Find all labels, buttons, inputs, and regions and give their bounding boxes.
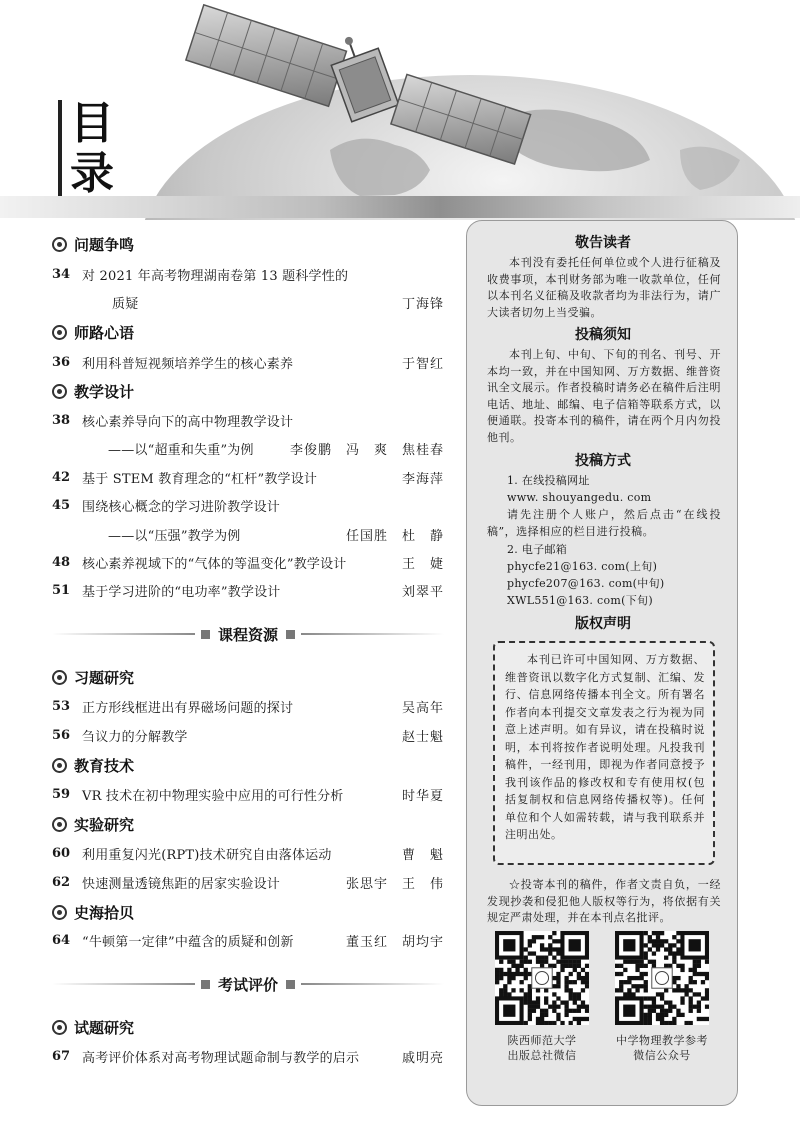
article-author: 吴高年	[401, 700, 444, 716]
target-circle-icon	[52, 758, 67, 773]
toc-entry[interactable]	[52, 723, 444, 747]
section-header	[52, 379, 134, 403]
author-name: 王 伟	[401, 876, 444, 892]
page-number: 36	[52, 354, 71, 370]
divider-line	[301, 633, 444, 635]
article-title: 正方形线框进出有界磁场问题的探讨	[82, 700, 294, 716]
banner-stripe	[0, 196, 800, 218]
submission-method-heading: 投稿方式	[575, 453, 631, 469]
warning-text: ☆投寄本刊的稿件，作者文责自负，一经发现抄袭和侵犯他人版权等行为，将依据有关规定严肃处理，并在本刊点名批评。	[487, 878, 721, 924]
category-divider	[52, 622, 444, 646]
page-number: 38	[52, 412, 71, 428]
divider-square-icon	[201, 980, 210, 989]
divider-label: 考试评价	[218, 975, 279, 994]
toc-entry[interactable]	[52, 550, 444, 574]
section-header	[52, 753, 134, 777]
target-circle-icon	[52, 1020, 67, 1035]
email-link-late[interactable]: XWL551@163. com(下旬)	[507, 594, 653, 607]
toc-entry[interactable]	[52, 408, 444, 432]
section-header	[52, 320, 134, 344]
satellite-globe-illustration	[0, 0, 800, 220]
section-title: 实验研究	[74, 815, 135, 834]
toc-entry[interactable]	[52, 841, 444, 865]
toc-entry[interactable]	[52, 928, 444, 952]
author-name: 董玉红	[345, 934, 388, 950]
toc-entry-continued[interactable]	[52, 290, 444, 314]
header-banner	[0, 0, 800, 220]
divider-square-icon	[286, 980, 295, 989]
section-title: 习题研究	[74, 668, 135, 687]
section-header	[52, 232, 134, 256]
divider-line	[52, 983, 195, 985]
toc-entry-subtitle[interactable]	[52, 436, 444, 460]
page-number: 60	[52, 845, 71, 861]
article-title: 高考评价体系对高考物理试题命制与教学的启示	[82, 1050, 360, 1066]
page-number: 34	[52, 266, 71, 282]
section-header	[52, 812, 134, 836]
author-name: 杜 静	[401, 528, 444, 544]
copyright-text: 本刊已许可中国知网、万方数据、维普资讯以数字化方式复制、汇编、发行、信息网络传播本刊全文。所有署名作者向本刊提交文章发表之行为视为同意上述声明。如有异议，请在投稿时说明，本刊将按作者说明处理。凡投我刊稿件，一经刊用，即视为作者同意授予我刊该作品的修改权和专有使用权(包括复制权和信息网络传播权等)。任何单位和个人如需转载，请与我刊联系并注明出处。	[505, 653, 705, 841]
article-author: 王 婕	[401, 556, 444, 572]
section-title: 问题争鸣	[74, 235, 135, 254]
toc-entry[interactable]	[52, 782, 444, 806]
article-title: 围绕核心概念的学习进阶教学设计	[82, 499, 281, 515]
target-circle-icon	[52, 237, 67, 252]
divider-label: 课程资源	[218, 625, 279, 644]
article-subtitle: ——以“压强”教学为例	[108, 528, 241, 544]
toc-entry[interactable]	[52, 578, 444, 602]
submission-heading: 投稿须知	[575, 327, 631, 343]
page-number: 64	[52, 932, 71, 948]
page-number: 59	[52, 786, 71, 802]
section-header	[52, 1015, 134, 1039]
toc-entry[interactable]	[52, 1044, 444, 1068]
page-number: 48	[52, 554, 71, 570]
divider-square-icon	[286, 630, 295, 639]
section-title: 教育技术	[74, 756, 135, 775]
author-name: 焦桂春	[401, 442, 444, 458]
page-number: 67	[52, 1048, 71, 1064]
website-link[interactable]: www. shouyangedu. com	[507, 491, 652, 504]
article-title: 快速测量透镜焦距的居家实验设计	[82, 876, 281, 892]
article-author: 于智红	[401, 356, 444, 372]
page-number: 45	[52, 497, 71, 513]
article-title: 基于 STEM 教育理念的“杠杆”教学设计	[82, 471, 318, 487]
qr-code-publisher-wechat[interactable]	[495, 931, 589, 1025]
copyright-heading: 版权声明	[575, 616, 631, 632]
section-title: 试题研究	[74, 1018, 135, 1037]
page-title-char-1: 目	[70, 98, 114, 149]
qr-code-journal-wechat[interactable]	[615, 931, 709, 1025]
copyright-box	[493, 641, 715, 865]
target-circle-icon	[52, 384, 67, 399]
page-number: 56	[52, 727, 71, 743]
article-title: 对 2021 年高考物理湖南卷第 13 题科学性的	[82, 268, 349, 284]
notice-text: 本刊没有委托任何单位或个人进行征稿及收费事项，本刊财务部为唯一收款单位，任何以本刊名义征稿及收款者均为非法行为，请广大读者切勿上当受骗。	[487, 256, 721, 319]
article-title: “牛顿第一定律”中蕴含的质疑和创新	[82, 934, 294, 950]
section-title: 师路心语	[74, 323, 135, 342]
toc-entry[interactable]	[52, 493, 444, 517]
author-name: 张思宇	[345, 876, 388, 892]
qr-caption-publisher: 陕西师范大学 出版总社微信	[507, 1034, 577, 1062]
page-number: 51	[52, 582, 71, 598]
method-line: 1. 在线投稿网址	[507, 474, 590, 487]
section-header	[52, 900, 134, 924]
toc-entry[interactable]	[52, 694, 444, 718]
page-number: 42	[52, 469, 71, 485]
article-author: 时华夏	[401, 788, 444, 804]
article-title: 核心素养视域下的“气体的等温变化”教学设计	[82, 556, 347, 572]
author-name: 胡均宇	[401, 934, 444, 950]
divider-line	[52, 633, 195, 635]
article-title: VR 技术在初中物理实验中应用的可行性分析	[82, 788, 344, 804]
article-title: 刍议力的分解教学	[82, 729, 188, 745]
author-name: 任国胜	[345, 528, 388, 544]
article-author: 赵士魁	[401, 729, 444, 745]
toc-entry-subtitle[interactable]	[52, 522, 444, 546]
notice-heading: 敬告读者	[575, 235, 631, 251]
info-panel	[466, 220, 738, 1106]
page-title-char-2: 录	[70, 148, 114, 199]
method-line: 2. 电子邮箱	[507, 543, 568, 556]
article-authors	[290, 439, 444, 458]
target-circle-icon	[52, 817, 67, 832]
submission-text: 本刊上旬、中旬、下旬的刊名、刊号、开本均一致，并在中国知网、万方数据、维普资讯全文展示。作者投稿时请务必在稿件后注明电话、地址、邮编、电子信箱等联系方式，以便通联。投寄本刊的稿件，请在两个月内勿投他刊。	[487, 348, 721, 444]
article-author: 李海萍	[401, 471, 444, 487]
toc-entry[interactable]	[52, 262, 444, 286]
divider-square-icon	[201, 630, 210, 639]
method-instruction: 请先注册个人账户，然后点击“在线投稿”，选择相应的栏目进行投稿。	[487, 508, 721, 538]
email-link-mid[interactable]: phycfe207@163. com(中旬)	[507, 577, 665, 590]
article-authors	[346, 873, 444, 892]
target-circle-icon	[52, 905, 67, 920]
author-name: 李俊鹏	[289, 442, 332, 458]
article-title-cont: 质疑	[112, 296, 139, 312]
category-divider	[52, 972, 444, 996]
toc-entry[interactable]	[52, 870, 444, 894]
toc-entry[interactable]	[52, 350, 444, 374]
email-link-early[interactable]: phycfe21@163. com(上旬)	[507, 560, 658, 573]
article-subtitle: ——以“超重和失重”为例	[108, 442, 254, 458]
article-author: 丁海锋	[401, 296, 444, 312]
article-title: 利用科普短视频培养学生的核心素养	[82, 356, 294, 372]
section-header	[52, 665, 134, 689]
article-author: 刘翠平	[401, 584, 444, 600]
article-title: 基于学习进阶的“电功率”教学设计	[82, 584, 281, 600]
section-title: 史海拾贝	[74, 903, 135, 922]
page-number: 62	[52, 874, 71, 890]
target-circle-icon	[52, 670, 67, 685]
section-title: 教学设计	[74, 382, 135, 401]
article-author: 戚明亮	[401, 1050, 444, 1066]
article-authors	[346, 525, 444, 544]
toc-entry[interactable]	[52, 465, 444, 489]
article-author: 曹 魁	[401, 847, 444, 863]
article-authors	[346, 931, 444, 950]
article-title: 利用重复闪光(RPT)技术研究自由落体运动	[82, 847, 332, 863]
title-bar-decoration	[58, 100, 62, 196]
target-circle-icon	[52, 325, 67, 340]
author-name: 冯 爽	[345, 442, 388, 458]
divider-line	[301, 983, 444, 985]
article-title: 核心素养导向下的高中物理教学设计	[82, 414, 294, 430]
page-number: 53	[52, 698, 71, 714]
qr-caption-journal: 中学物理教学参考 微信公众号	[616, 1034, 708, 1062]
